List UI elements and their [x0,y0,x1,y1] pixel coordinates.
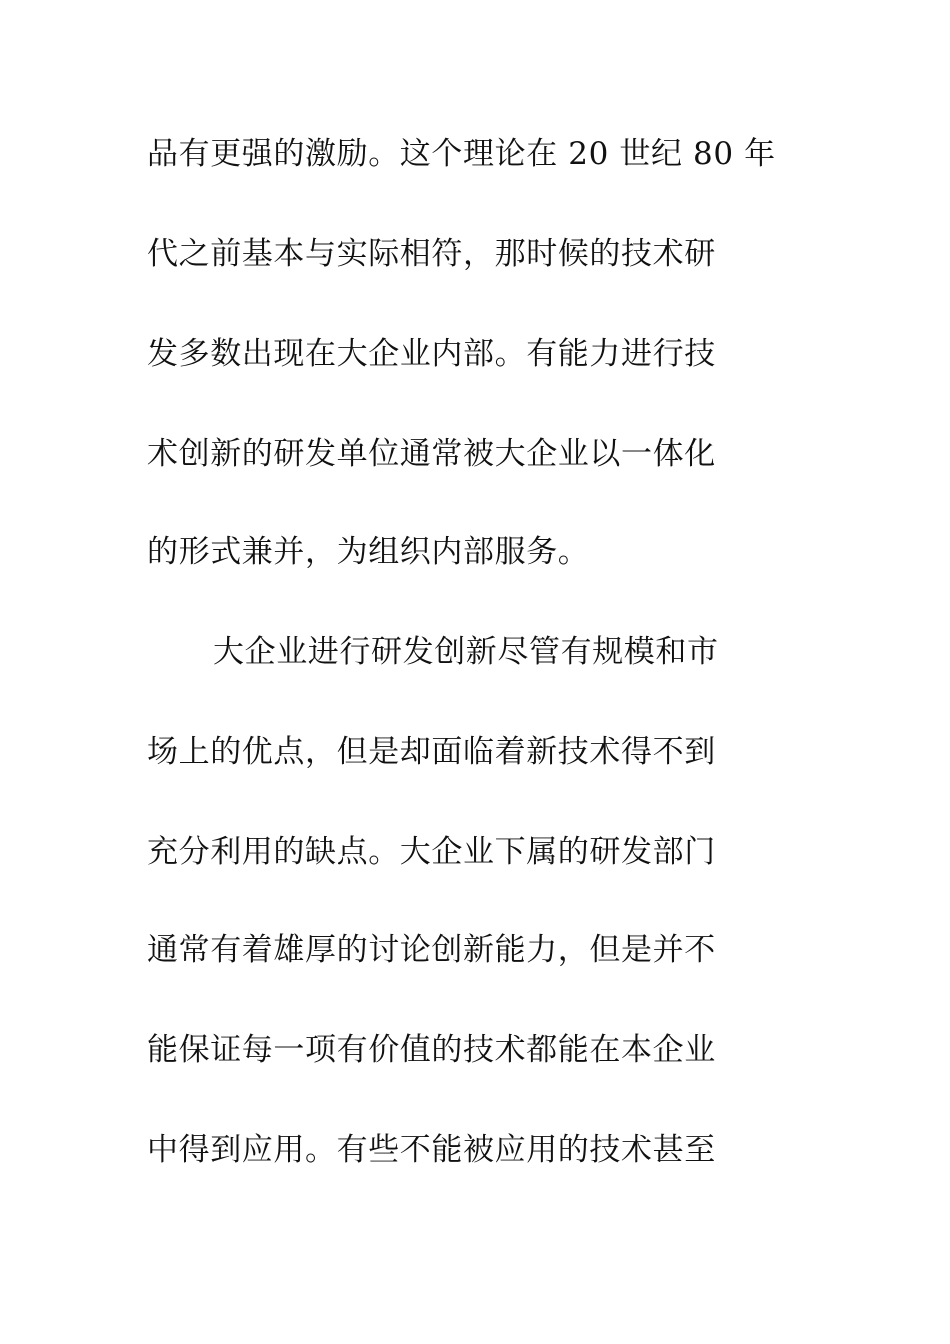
paragraph-line: 品有更强的激励。这个理论在 20 世纪 80 年 [147,136,776,172]
paragraph-line: 充分利用的缺点。大企业下属的研发部门 [147,834,716,870]
paragraph-line-indented: 大企业进行研发创新尽管有规模和市 [213,634,719,670]
paragraph-line: 中得到应用。有些不能被应用的技术甚至 [147,1132,716,1168]
paragraph-line: 代之前基本与实际相符，那时候的技术研 [147,236,716,272]
paragraph-line: 发多数出现在大企业内部。有能力进行技 [147,336,716,372]
paragraph-line: 的形式兼并，为组织内部服务。 [147,534,590,570]
paragraph-line: 场上的优点，但是却面临着新技术得不到 [147,734,716,770]
paragraph-line: 能保证每一项有价值的技术都能在本企业 [147,1032,716,1068]
paragraph-line: 通常有着雄厚的讨论创新能力，但是并不 [147,932,716,968]
paragraph-line: 术创新的研发单位通常被大企业以一体化 [147,436,716,472]
